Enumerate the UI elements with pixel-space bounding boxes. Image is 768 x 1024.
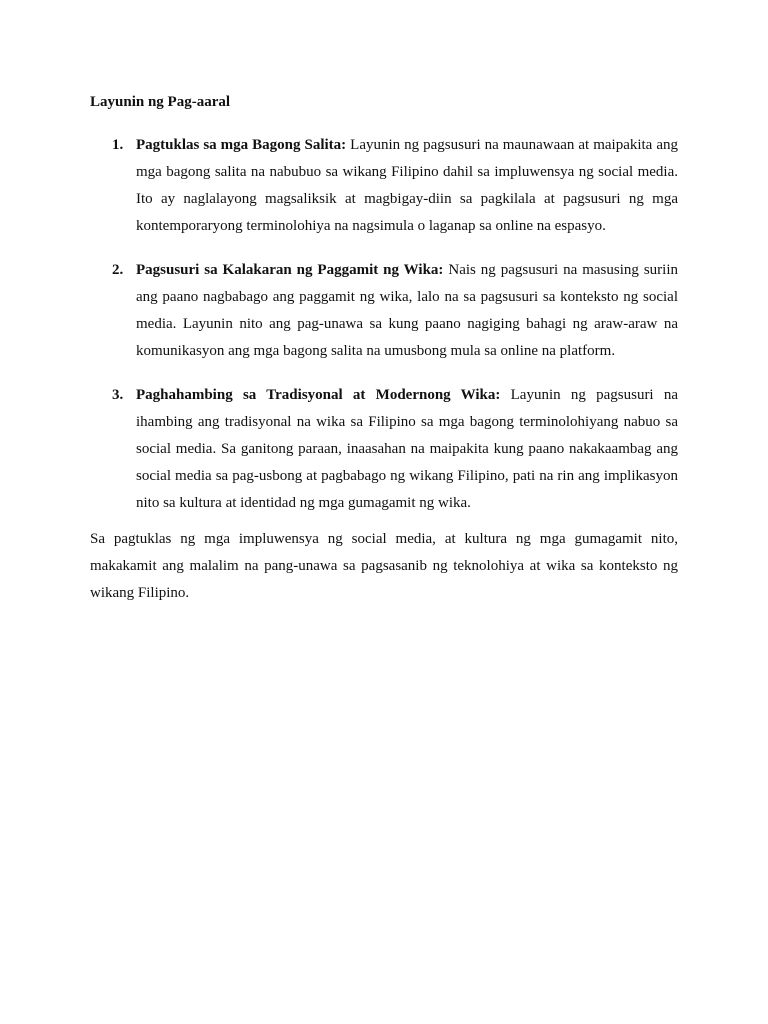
objective-item (112, 382, 678, 517)
objective-title: Pagsusuri sa Kalakaran ng Paggamit ng Wika: (136, 262, 449, 278)
objective-body: Layunin ng pagsusuri na ihambing ang tradisyonal na wika sa Filipino sa mga bagong terminolohiyang nabuo sa social media. Sa ganitong paraan, inaasahan na maipakita kung paano nakakaambag ang social media sa pag-usbong at pagbabago ng wikang Filipino, pati na rin ang implikasyon nito sa kultura at identidad ng mga gumagamit ng wika. (136, 387, 679, 511)
section-heading: Layunin ng Pag-aaral (90, 94, 231, 110)
objective-title: Paghahambing sa Tradisyonal at Modernong Wika: (136, 387, 511, 403)
objective-number: 1. (112, 137, 124, 153)
objectives-list (112, 132, 678, 534)
objective-title: Pagtuklas sa mga Bagong Salita: (136, 137, 351, 153)
objective-body: Nais ng pagsusuri na masusing suriin ang paano nagbabago ang paggamit ng wika, lalo na sa pagsusuri sa konteksto ng social media. Layunin nito ang pag-unawa sa kung paano nagiging bahagi ng araw-araw na komunikasyon ang mga bagong salita na umusbong mula sa online na platform. (136, 262, 678, 359)
objective-item (112, 132, 678, 240)
objective-body: Layunin ng pagsusuri na maunawaan at maipakita ang mga bagong salita na nabubuo sa wikang Filipino dahil sa impluwensya ng social media. Ito ay naglalayong magsaliksik at magbigay-diin sa pagkilala at pagsusuri ng mga kontemporaryong terminolohiya na nagsimula o laganap sa online na espasyo. (136, 137, 678, 234)
conclusion-paragraph: Sa pagtuklas ng mga impluwensya ng social media, at kultura ng mga gumagamit nito, makakamit ang malalim na pang-unawa sa pagsasanib ng teknolohiya at wika sa konteksto ng wikang Filipino. (90, 531, 678, 601)
objective-item (112, 257, 678, 365)
objective-number: 3. (112, 387, 124, 403)
objective-number: 2. (112, 262, 124, 278)
